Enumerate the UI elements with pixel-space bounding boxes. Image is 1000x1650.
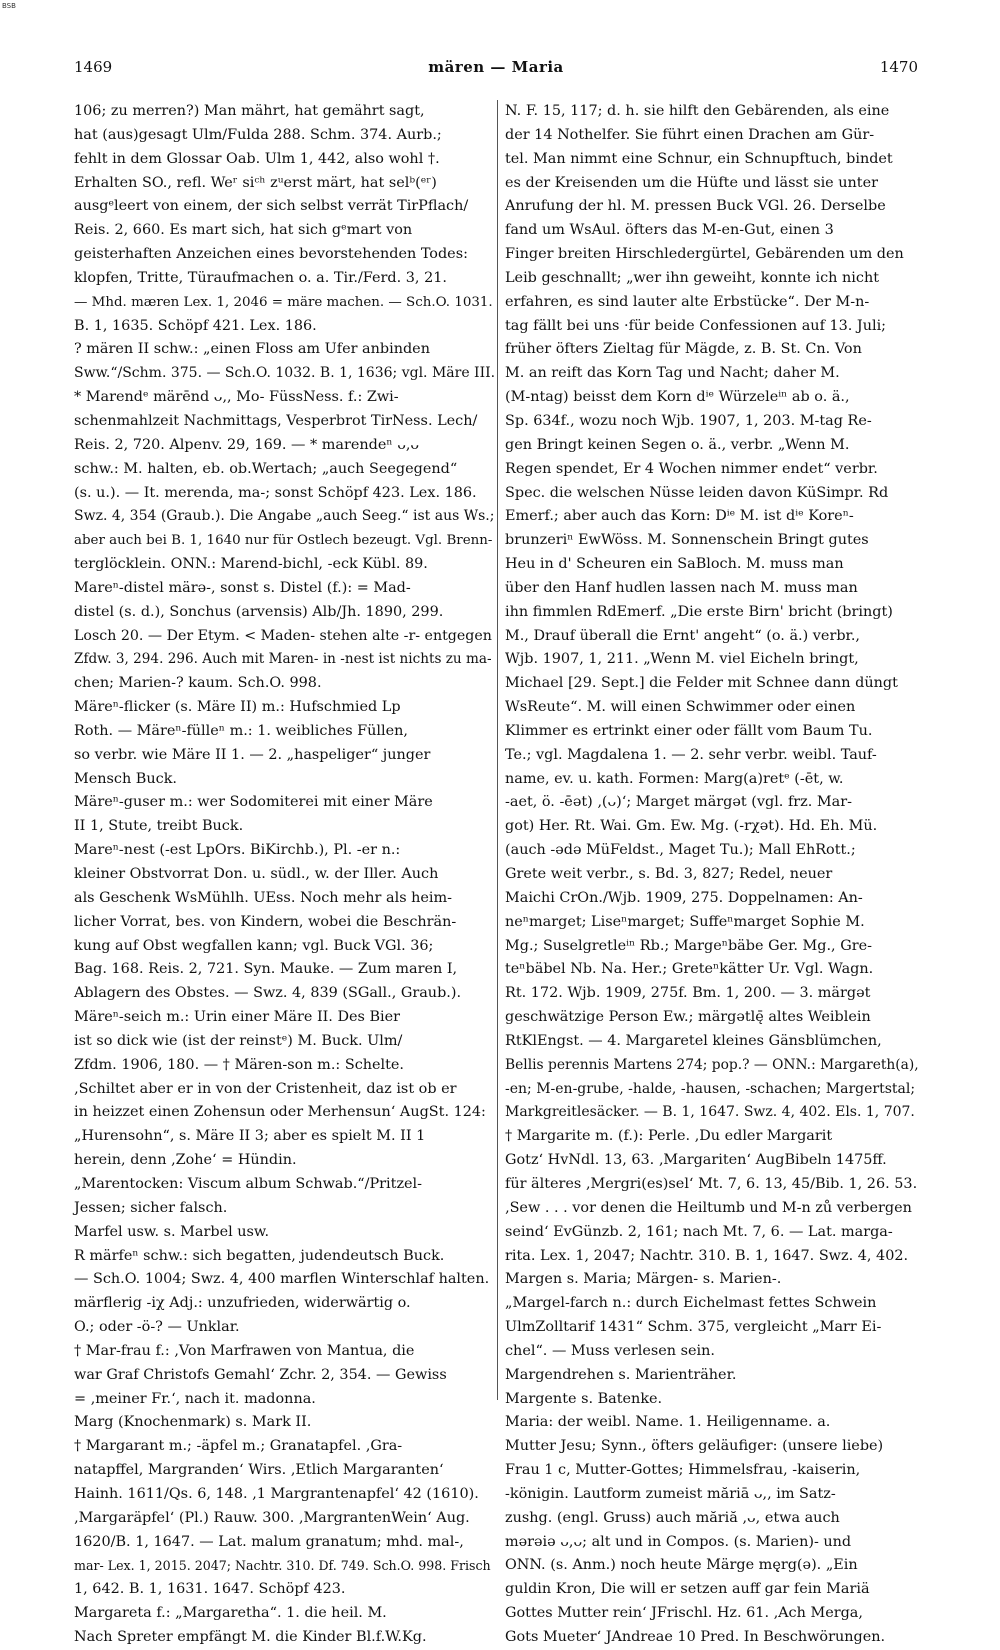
text-line: † Margarite m. (f.): Perle. ‚Du edler Margarit xyxy=(505,1128,833,1145)
text-line: natapffel, Margranden‘ Wirs. ‚Etlich Margaranten‘ xyxy=(74,1462,444,1479)
text-line: Mutter Jesu; Synn., öfters geläufiger: (unsere liebe) xyxy=(505,1438,884,1455)
text-line: Märeⁿ-seich m.: Urin einer Märe II. Des Bier xyxy=(74,1009,401,1026)
page-number-right: 1470 xyxy=(879,58,918,76)
text-line: Reis. 2, 720. Alpenv. 29, 169. — * marendeⁿ ᴗ,ᴗ xyxy=(74,436,420,453)
text-line: Hainh. 1611/Qs. 6, 148. ‚1 Margrantenapfel‘ 42 (1610). xyxy=(74,1485,479,1502)
text-line: so verbr. wie Märe II 1. — 2. „haspeliger“ junger xyxy=(74,746,431,763)
text-line: Märeⁿ-flicker (s. Märe II) m.: Hufschmied Lp xyxy=(74,699,401,716)
text-line: Markgreitlesäcker. — B. 1, 1647. Swz. 4, 402. Els. 1, 707. xyxy=(505,1104,915,1121)
text-line: Maria: der weibl. Name. 1. Heiligenname. a. xyxy=(505,1414,831,1431)
text-line: Margen s. Maria; Märgen- s. Marien-. xyxy=(505,1271,782,1288)
text-line: (M-ntag) beisst dem Korn dⁱᵉ Würzeleⁱⁿ ab o. ä., xyxy=(505,389,850,406)
text-line: geisterhaften Anzeichen eines bevorstehenden Todes: xyxy=(74,246,468,263)
text-line: Margareta f.: „Margaretha“. 1. die heil. M. xyxy=(74,1605,387,1622)
text-line: hat (aus)gesagt Ulm/Fulda 288. Schm. 374. Aurb.; xyxy=(74,126,442,143)
text-line: es der Kreisenden um die Hüfte und lässt sie unter xyxy=(505,174,878,191)
text-line: Margendrehen s. Marienträher. xyxy=(505,1366,737,1383)
text-line: Mareⁿ-distel märə-, sonst s. Distel (f.): = Mad- xyxy=(74,579,411,596)
text-line: (s. u.). — It. merenda, ma-; sonst Schöpf 423. Lex. 186. xyxy=(74,484,477,501)
text-line: mar- Lex. 1, 2015. 2047; Nachtr. 310. Df. 749. Sch.O. 998. Frisch xyxy=(74,1558,491,1574)
text-line: Losch 20. — Der Etym. < Maden- stehen alte -r- entgegen xyxy=(74,627,492,644)
text-line: für älteres ‚Mergri(es)sel‘ Mt. 7, 6. 13, 45/Bib. 1, 26. 53. xyxy=(505,1175,918,1192)
text-line: gen Bringt keinen Segen o. ä., verbr. „Wenn M. xyxy=(505,436,850,453)
page-number-left: 1469 xyxy=(74,58,113,76)
text-line: kleiner Obstvorrat Don. u. südl., w. der Iller. Auch xyxy=(74,866,439,882)
text-line: ‚Schiltet aber er in von der Cristenheit, daz ist ob er xyxy=(74,1080,457,1097)
text-line: Michael [29. Sept.] die Felder mit Schnee dann düngt xyxy=(505,675,898,692)
text-line: licher Vorrat, bes. von Kindern, wobei die Beschrän- xyxy=(74,913,457,930)
text-line: Ablagern des Obstes. — Swz. 4, 839 (SGall., Graub.). xyxy=(74,985,462,1002)
text-line: als Geschenk WsMühlh. UEss. Noch mehr als heim- xyxy=(74,889,453,906)
text-line: ist so dick wie (ist der reinstᵉ) M. Buck. Ulm/ xyxy=(74,1032,403,1049)
text-line: -königin. Lautform zumeist măriā ᴗ,, im Satz- xyxy=(505,1485,836,1502)
right-column xyxy=(505,100,919,1645)
text-line: teⁿbäbel Nb. Na. Her.; Greteⁿkätter Ur. Vgl. Wagn. xyxy=(505,961,874,978)
text-line: Spec. die welschen Nüsse leiden davon KüSimpr. Rd xyxy=(505,484,889,501)
text-line: neⁿmarget; Liseⁿmarget; Suffeⁿmarget Sophie M. xyxy=(505,913,865,930)
text-line: Nach Spreter empfängt M. die Kinder Bl.f.W.Kg. xyxy=(74,1629,427,1645)
text-line: tel. Man nimmt eine Schnur, ein Schnupftuch, bindet xyxy=(505,150,893,167)
text-line: Te.; vgl. Magdalena 1. — 2. sehr verbr. weibl. Tauf- xyxy=(505,746,877,763)
page-header xyxy=(74,58,918,80)
text-line: R märfeⁿ schw.: sich begatten, judendeutsch Buck. xyxy=(74,1247,445,1264)
text-line: O.; oder -ö-? — Unklar. xyxy=(74,1319,240,1336)
text-line: -aet, ö. -ēət) ‚(ᴗ)‘; Marget märgət (vgl. frz. Mar- xyxy=(505,794,852,811)
text-line: N. F. 15, 117; d. h. sie hilft den Gebärenden, als eine xyxy=(505,103,890,119)
text-line: ausgᵉleert von einem, der sich selbst verrät TirPflach/ xyxy=(74,198,469,215)
text-line: seind‘ EvGünzb. 2, 161; nach Mt. 7, 6. — Lat. marga- xyxy=(505,1223,893,1240)
text-line: -en; M-en-grube, -halde, -hausen, -schachen; Margertstal; xyxy=(505,1080,916,1097)
text-line: Finger breiten Hirschledergürtel, Gebärenden um den xyxy=(505,246,904,263)
text-line: Zfdm. 1906, 180. — † Mären-son m.: Schelte. xyxy=(74,1056,405,1073)
text-line: war Graf Christofs Gemahl‘ Zchr. 2, 354. — Gewiss xyxy=(74,1366,447,1383)
text-line: got) Her. Rt. Wai. Gm. Ew. Mg. (-rχət). Hd. Eh. Mü. xyxy=(505,818,878,835)
text-line: „Hurensohn“, s. Märe II 3; aber es spielt M. II 1 xyxy=(74,1128,426,1145)
text-line: der 14 Nothelfer. Sie führt einen Drachen am Gür- xyxy=(505,126,875,143)
text-line: distel (s. d.), Sonchus (arvensis) Alb/Jh. 1890, 299. xyxy=(74,603,444,620)
text-line: ‚Sew . . . vor denen die Heiltumb und M-n zů verbergen xyxy=(505,1199,912,1216)
text-line: „Margel-farch n.: durch Eichelmast fettes Schwein xyxy=(505,1295,877,1312)
text-line: Jessen; sicher falsch. xyxy=(74,1199,228,1216)
text-line: fehlt in dem Glossar Oab. Ulm 1, 442, also wohl †. xyxy=(74,150,440,167)
text-line: 1, 642. B. 1, 1631. 1647. Schöpf 423. xyxy=(74,1581,346,1598)
text-line: fand um WsAul. öfters das M-en-Gut, einen 3 xyxy=(505,222,834,239)
text-line: — Mhd. mæren Lex. 1, 2046 = märe machen. — Sch.O. 1031. xyxy=(74,294,493,310)
text-line: Gottes Mutter rein‘ JFrischl. Hz. 61. ‚Ach Merga, xyxy=(505,1605,863,1622)
text-line: früher öfters Zieltag für Mägde, z. B. St. Cn. Von xyxy=(505,341,862,358)
text-line: herein, denn ‚Zohe‘ = Hündin. xyxy=(74,1152,297,1169)
text-line: Gots Mueter‘ JAndreae 10 Pred. In Beschwörungen. xyxy=(505,1629,886,1645)
text-line: Heu in d' Scheuren ein SaBloch. M. muss man xyxy=(505,556,844,573)
text-line: geschwätzige Person Ew.; märgətlę̄ altes Weiblein xyxy=(505,1009,871,1026)
text-line: Bag. 168. Reis. 2, 721. Syn. Mauke. — Zum maren I, xyxy=(74,961,458,978)
text-line: RtKlEngst. — 4. Margaretel kleines Gänsblümchen, xyxy=(505,1032,882,1049)
running-title: mären — Maria xyxy=(428,58,564,76)
text-line: 1620/B. 1, 1647. — Lat. malum granatum; mhd. mal-, xyxy=(74,1533,464,1550)
text-line: — Sch.O. 1004; Swz. 4, 400 marflen Winterschlaf halten. xyxy=(74,1271,490,1288)
text-line: Roth. — Märeⁿ-fülleⁿ m.: 1. weibliches Füllen, xyxy=(74,722,408,739)
text-line: † Mar-frau f.: ‚Von Marfrawen von Mantua, die xyxy=(74,1342,415,1359)
text-line: erfahren, es sind lauter alte Erbstücke“. Der M-n- xyxy=(505,293,870,310)
text-line: Frau 1 c, Mutter-Gottes; Himmelsfrau, -kaiserin, xyxy=(505,1462,861,1479)
text-line: Rt. 172. Wjb. 1909, 275f. Bm. 1, 200. — 3. märgət xyxy=(505,985,871,1002)
text-line: Gotz‘ HvNdl. 13, 63. ‚Margariten‘ AugBibeln 1475ff. xyxy=(505,1152,887,1169)
text-line: B. 1, 1635. Schöpf 421. Lex. 186. xyxy=(74,317,317,334)
text-line: WsReute“. M. will einen Schwimmer oder einen xyxy=(505,699,856,716)
text-line: = ‚meiner Fr.‘, nach it. madonna. xyxy=(74,1390,316,1407)
text-line: ihn fimmlen RdEmerf. „Die erste Birn' bricht (bringt) xyxy=(505,603,893,620)
text-line: Sp. 634f., wozu noch Wjb. 1907, 1, 203. M-tag Re- xyxy=(505,412,872,429)
text-line: II 1, Stute, treibt Buck. xyxy=(74,818,244,835)
text-line: aber auch bei B. 1, 1640 nur für Ostlech bezeugt. Vgl. Brenn- xyxy=(74,533,493,549)
text-line: Reis. 2, 660. Es mart sich, hat sich gᵉmart von xyxy=(74,222,413,239)
text-line: chen; Marien-? kaum. Sch.O. 998. xyxy=(74,675,322,692)
text-line: in heizzet einen Zohensun oder Merhensun‘ AugSt. 124: xyxy=(74,1104,486,1121)
text-line: kung auf Obst wegfallen kann; vgl. Buck VGl. 36; xyxy=(74,937,434,954)
text-line: M., Drauf überall die Ernt' angeht“ (o. ä.) verbr., xyxy=(505,627,860,644)
text-line: ? mären II schw.: „einen Floss am Ufer anbinden xyxy=(74,341,430,358)
text-line: Mg.; Suselgretleⁱⁿ Rb.; Margeⁿbäbe Ger. Mg., Gre- xyxy=(505,937,872,954)
text-line: chel“. — Muss verlesen sein. xyxy=(505,1342,715,1359)
text-line: UlmZolltarif 1431“ Schm. 375, vergleicht „Marr Ei- xyxy=(505,1319,882,1336)
text-line: Zfdw. 3, 294. 296. Auch mit Maren- in -nest ist nichts zu ma- xyxy=(74,651,492,668)
library-mark: BSB xyxy=(2,2,16,10)
text-line: Swz. 4, 354 (Graub.). Die Angabe „auch Seeg.“ ist aus Ws.; xyxy=(74,508,495,525)
text-line: klopfen, Tritte, Türaufmachen o. a. Tir./Ferd. 3, 21. xyxy=(74,269,447,286)
text-line: Grete weit verbr., s. Bd. 3, 827; Redel, neuer xyxy=(505,866,833,882)
column-divider xyxy=(497,100,498,1400)
text-line: rita. Lex. 1, 2047; Nachtr. 310. B. 1, 1647. Swz. 4, 402. xyxy=(505,1247,909,1264)
text-line: Margente s. Batenke. xyxy=(505,1390,663,1407)
text-line: Wjb. 1907, 1, 211. „Wenn M. viel Eicheln bringt, xyxy=(505,651,859,668)
text-line: Sww.“/Schm. 375. — Sch.O. 1032. B. 1, 1636; vgl. Märe III. xyxy=(74,365,496,382)
text-line: Klimmer es ertrinkt einer oder fällt vom Baum Tu. xyxy=(505,722,873,739)
text-line: tag fällt bei uns ·für beide Confessionen auf 13. Juli; xyxy=(505,317,887,334)
text-line: Maichi CrOn./Wjb. 1909, 275. Doppelnamen: An- xyxy=(505,889,863,906)
text-line: Bellis perennis Martens 274; pop.? — ONN.: Margareth(a), xyxy=(505,1056,919,1073)
text-line: terglöcklein. ONN.: Marend-bichl, -eck Kübl. 89. xyxy=(74,556,428,573)
text-line: märflerig -iχ Adj.: unzufrieden, widerwärtig o. xyxy=(74,1295,411,1312)
text-line: Marg (Knochenmark) s. Mark II. xyxy=(74,1414,312,1431)
text-line: schenmahlzeit Nachmittags, Vesperbrot TirNess. Lech/ xyxy=(74,412,478,429)
text-line: 106; zu merren?) Man mährt, hat gemährt sagt, xyxy=(74,103,425,119)
text-line: Marfel usw. s. Marbel usw. xyxy=(74,1223,270,1240)
text-line: ‚Margaräpfel‘ (Pl.) Rauw. 300. ‚MargrantenWein‘ Aug. xyxy=(74,1509,470,1526)
text-line: Märeⁿ-guser m.: wer Sodomiterei mit einer Märe xyxy=(74,794,433,811)
text-line: Emerf.; aber auch das Korn: Dⁱᵉ M. ist dⁱᵉ Koreⁿ- xyxy=(505,508,854,525)
text-line: ONN. (s. Anm.) noch heute Märge mę̨rg(ə). „Ein xyxy=(505,1557,858,1574)
left-column xyxy=(74,100,496,1645)
text-line: brunzeriⁿ EwWöss. M. Sonnenschein Bringt gutes xyxy=(505,532,869,549)
text-line: M. an reift das Korn Tag und Nacht; daher M. xyxy=(505,365,840,382)
text-line: Anrufung der hl. M. pressen Buck VGl. 26. Derselbe xyxy=(505,198,886,215)
text-line: Mensch Buck. xyxy=(74,770,178,787)
text-line: über den Hanf hudlen lassen nach M. muss man xyxy=(505,579,858,596)
text-line: guldin Kron, Die will er setzen auff gar fein Mariä xyxy=(505,1581,870,1598)
text-line: name, ev. u. kath. Formen: Marg(a)retᵉ (-ēt, w. xyxy=(505,770,844,787)
text-line: mərəiə ᴗ,ᴗ; alt und in Compos. (s. Marien)- und xyxy=(505,1533,852,1550)
text-line: zushg. (engl. Gruss) auch măriă ,ᴗ, etwa auch xyxy=(505,1509,840,1526)
text-line: Leib geschnallt; „wer ihn geweiht, konnte ich nicht xyxy=(505,269,880,286)
text-line: (auch -ədə MüFeldst., Maget Tu.); Mall EhRott.; xyxy=(505,842,856,859)
text-line: schw.: M. halten, eb. ob.Wertach; „auch Seegegend“ xyxy=(74,460,458,477)
text-line: † Margarant m.; -äpfel m.; Granatapfel. ‚Gra- xyxy=(74,1438,403,1455)
text-line: Erhalten SO., refl. Weʳ siᶜʰ zᵘerst märt, hat selᵇ(ᵉʳ) xyxy=(74,174,437,191)
text-line: Regen spendet, Er 4 Wochen nimmer endet“ verbr. xyxy=(505,460,878,477)
text-line: Mareⁿ-nest (-est LpOrs. BiKirchb.), Pl. -er n.: xyxy=(74,842,401,859)
text-line: „Marentocken: Viscum album Schwab.“/Pritzel- xyxy=(74,1175,423,1192)
text-line: * Marendᵉ märēnd ᴗ,, Mo- FüssNess. f.: Zwi- xyxy=(74,389,399,406)
